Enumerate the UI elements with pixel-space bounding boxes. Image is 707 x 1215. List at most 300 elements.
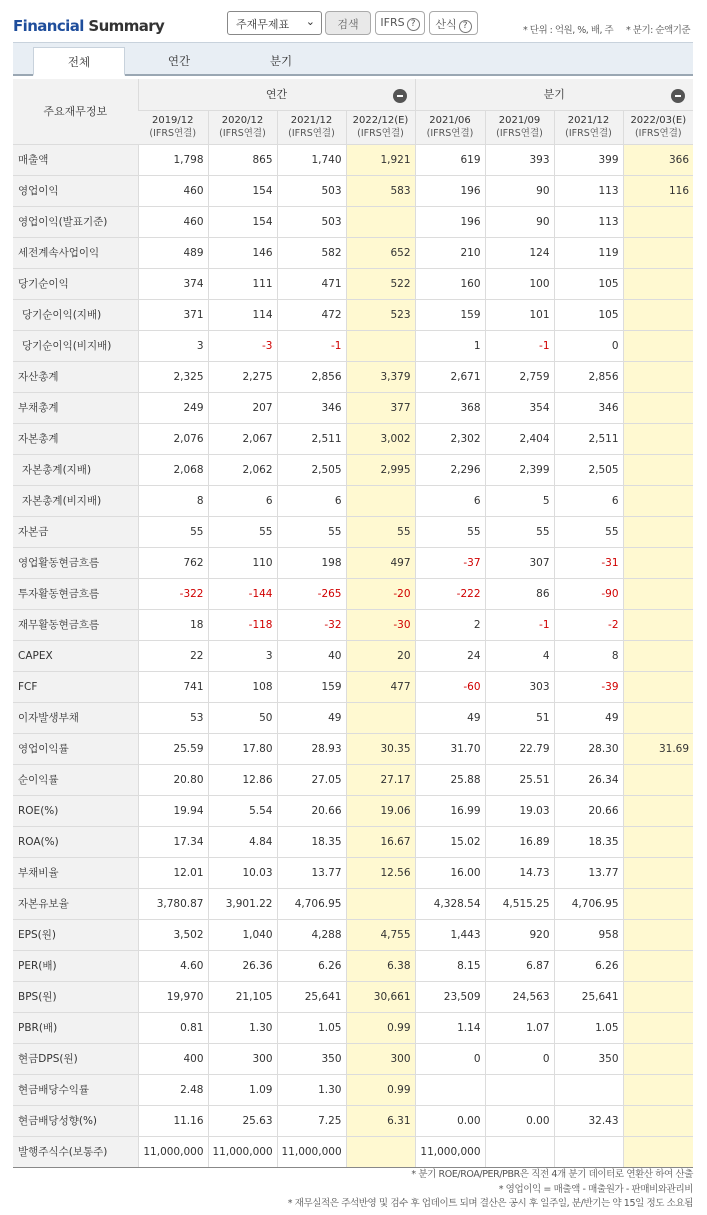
table-cell: 25.51	[485, 764, 554, 795]
table-cell	[554, 1136, 623, 1167]
table-cell: 198	[277, 547, 346, 578]
table-cell: 0	[554, 330, 623, 361]
table-cell: 196	[415, 206, 485, 237]
table-row	[13, 578, 693, 609]
table-cell: 4	[485, 640, 554, 671]
table-cell	[623, 1136, 693, 1167]
table-cell: 5.54	[208, 795, 277, 826]
table-cell: 101	[485, 299, 554, 330]
period-header: 2020/12 (IFRS연결)	[208, 110, 277, 144]
table-row	[13, 392, 693, 423]
table-cell: 2,067	[208, 423, 277, 454]
table-cell: 19.06	[346, 795, 415, 826]
table-cell: 619	[415, 144, 485, 175]
table-cell: 472	[277, 299, 346, 330]
page-title: Financial Summary	[13, 17, 165, 35]
table-cell: 1.07	[485, 1012, 554, 1043]
row-label[interactable]: 자본총계(비지배)	[13, 485, 138, 516]
table-cell	[623, 981, 693, 1012]
row-label[interactable]: 자본금	[13, 516, 138, 547]
table-cell	[623, 237, 693, 268]
table-cell	[346, 485, 415, 516]
table-row	[13, 609, 693, 640]
table-cell: 114	[208, 299, 277, 330]
table-row	[13, 175, 693, 206]
collapse-annual-icon[interactable]	[393, 89, 407, 103]
table-cell: 1,040	[208, 919, 277, 950]
table-cell: 460	[138, 175, 208, 206]
table-row	[13, 1012, 693, 1043]
row-label[interactable]: EPS(원)	[13, 919, 138, 950]
table-cell: 20	[346, 640, 415, 671]
table-cell: 4,706.95	[277, 888, 346, 919]
table-cell: 368	[415, 392, 485, 423]
group-quarter-header: 분기	[415, 79, 693, 110]
tab-all[interactable]: 전체	[33, 47, 125, 76]
table-cell: 0.99	[346, 1074, 415, 1105]
table-cell: 25,641	[277, 981, 346, 1012]
table-cell	[623, 888, 693, 919]
table-cell: 20.66	[554, 795, 623, 826]
table-cell: -30	[346, 609, 415, 640]
table-cell	[623, 795, 693, 826]
footnote: * 분기 ROE/ROA/PER/PBR은 직전 4개 분기 데이터로 연환산 하여 산출	[411, 1169, 693, 1180]
table-row	[13, 1136, 693, 1167]
table-cell: 49	[277, 702, 346, 733]
table-cell: 16.00	[415, 857, 485, 888]
table-cell: 86	[485, 578, 554, 609]
table-cell: 26.36	[208, 950, 277, 981]
table-cell	[346, 330, 415, 361]
tab-annual[interactable]: 연간	[167, 54, 191, 68]
table-cell: 55	[208, 516, 277, 547]
table-cell	[554, 1074, 623, 1105]
table-cell: 18	[138, 609, 208, 640]
table-cell: 3,002	[346, 423, 415, 454]
table-row	[13, 268, 693, 299]
table-cell: 49	[415, 702, 485, 733]
row-label[interactable]: 당기순이익(지배)	[13, 299, 138, 330]
table-cell: 865	[208, 144, 277, 175]
table-cell: 6.26	[554, 950, 623, 981]
table-cell: -20	[346, 578, 415, 609]
row-label[interactable]: 현금DPS(원)	[13, 1043, 138, 1074]
table-cell: 4,288	[277, 919, 346, 950]
row-label[interactable]: CAPEX	[13, 640, 138, 671]
table-cell: 6	[415, 485, 485, 516]
table-cell	[623, 764, 693, 795]
row-label[interactable]: 영업이익(발표기준)	[13, 206, 138, 237]
table-cell: 25,641	[554, 981, 623, 1012]
table-cell: 6	[277, 485, 346, 516]
table-cell: 6.38	[346, 950, 415, 981]
table-cell: 16.67	[346, 826, 415, 857]
table-row	[13, 516, 693, 547]
table-cell: 497	[346, 547, 415, 578]
row-label[interactable]: 매출액	[13, 144, 138, 175]
table-cell: 105	[554, 299, 623, 330]
table-cell: 18.35	[277, 826, 346, 857]
row-label[interactable]: FCF	[13, 671, 138, 702]
row-label[interactable]: 당기순이익	[13, 268, 138, 299]
table-cell: 11,000,000	[208, 1136, 277, 1167]
table-row	[13, 857, 693, 888]
table-cell: 116	[623, 175, 693, 206]
table-cell	[623, 485, 693, 516]
table-row	[13, 981, 693, 1012]
table-cell: 159	[415, 299, 485, 330]
unit-note: * 단위 : 억원, %, 배, 주	[523, 25, 614, 36]
table-cell: 0.81	[138, 1012, 208, 1043]
table-row	[13, 950, 693, 981]
table-cell: 159	[277, 671, 346, 702]
table-cell: 300	[346, 1043, 415, 1074]
table-cell: 0.00	[415, 1105, 485, 1136]
table-cell: -90	[554, 578, 623, 609]
table-cell: 1,798	[138, 144, 208, 175]
table-cell: 11,000,000	[277, 1136, 346, 1167]
tab-quarterly[interactable]: 분기	[269, 54, 293, 68]
table-cell: 2,511	[554, 423, 623, 454]
help-icon: ?	[459, 20, 472, 33]
table-cell: 4.60	[138, 950, 208, 981]
table-cell	[485, 1136, 554, 1167]
table-cell: 146	[208, 237, 277, 268]
period-header: 2021/12 (IFRS연결)	[277, 110, 346, 144]
table-cell: 1.05	[554, 1012, 623, 1043]
table-cell: -1	[485, 330, 554, 361]
table-row	[13, 733, 693, 764]
table-cell	[346, 702, 415, 733]
table-cell: 346	[277, 392, 346, 423]
table-cell: 53	[138, 702, 208, 733]
table-cell: 0	[415, 1043, 485, 1074]
table-cell: 27.17	[346, 764, 415, 795]
ifrs-help-button[interactable]: IFRS ?	[375, 11, 425, 35]
table-cell: 50	[208, 702, 277, 733]
table-cell: 113	[554, 206, 623, 237]
table-cell	[346, 1136, 415, 1167]
table-cell: 108	[208, 671, 277, 702]
table-cell: 5	[485, 485, 554, 516]
table-row	[13, 702, 693, 733]
table-cell: 105	[554, 268, 623, 299]
table-row	[13, 640, 693, 671]
table-cell: 920	[485, 919, 554, 950]
table-cell: 583	[346, 175, 415, 206]
table-cell: 30,661	[346, 981, 415, 1012]
table-row	[13, 144, 693, 175]
table-cell: 2,856	[554, 361, 623, 392]
table-cell: 400	[138, 1043, 208, 1074]
table-cell: 210	[415, 237, 485, 268]
table-cell: 303	[485, 671, 554, 702]
quarter-basis-note: * 분기: 순액기준	[626, 25, 691, 36]
table-cell: 1.14	[415, 1012, 485, 1043]
table-cell: 0.00	[485, 1105, 554, 1136]
table-cell: 3,379	[346, 361, 415, 392]
table-cell	[623, 609, 693, 640]
table-cell: 300	[208, 1043, 277, 1074]
table-cell: 249	[138, 392, 208, 423]
table-row	[13, 1043, 693, 1074]
table-cell: -1	[485, 609, 554, 640]
table-cell: 20.66	[277, 795, 346, 826]
table-cell	[623, 578, 693, 609]
table-cell: 377	[346, 392, 415, 423]
table-row	[13, 888, 693, 919]
table-cell: -32	[277, 609, 346, 640]
table-cell: -118	[208, 609, 277, 640]
table-cell	[623, 268, 693, 299]
table-cell: 350	[554, 1043, 623, 1074]
table-cell: 100	[485, 268, 554, 299]
table-cell: 40	[277, 640, 346, 671]
row-label[interactable]: ROE(%)	[13, 795, 138, 826]
table-cell	[623, 454, 693, 485]
table-cell: -39	[554, 671, 623, 702]
row-label[interactable]: 순이익률	[13, 764, 138, 795]
table-row	[13, 764, 693, 795]
table-row	[13, 237, 693, 268]
table-cell: 2,399	[485, 454, 554, 485]
table-cell: 23,509	[415, 981, 485, 1012]
table-cell: 55	[554, 516, 623, 547]
table-cell: 11.16	[138, 1105, 208, 1136]
table-cell: 90	[485, 175, 554, 206]
row-label[interactable]: 영업이익률	[13, 733, 138, 764]
table-cell: -1	[277, 330, 346, 361]
table-cell: 18.35	[554, 826, 623, 857]
table-cell: 7.25	[277, 1105, 346, 1136]
table-cell	[623, 1012, 693, 1043]
row-label[interactable]: 자본유보율	[13, 888, 138, 919]
table-cell: 19.94	[138, 795, 208, 826]
row-label[interactable]: 부채총계	[13, 392, 138, 423]
table-cell	[623, 392, 693, 423]
table-cell: 6	[208, 485, 277, 516]
table-cell: -37	[415, 547, 485, 578]
table-cell	[623, 671, 693, 702]
table-cell: 2,511	[277, 423, 346, 454]
table-cell: 22.79	[485, 733, 554, 764]
table-cell: 13.77	[554, 857, 623, 888]
table-cell: 346	[554, 392, 623, 423]
table-cell: 4,328.54	[415, 888, 485, 919]
table-cell: 12.01	[138, 857, 208, 888]
period-header: 2022/12(E) (IFRS연결)	[346, 110, 415, 144]
row-label[interactable]: 자본총계(지배)	[13, 454, 138, 485]
table-cell: 2,076	[138, 423, 208, 454]
row-label[interactable]: PER(배)	[13, 950, 138, 981]
table-cell: -322	[138, 578, 208, 609]
table-cell: 19.03	[485, 795, 554, 826]
table-cell: 11,000,000	[138, 1136, 208, 1167]
table-cell: 522	[346, 268, 415, 299]
table-cell: 25.88	[415, 764, 485, 795]
table-cell: 2,404	[485, 423, 554, 454]
table-cell: 55	[485, 516, 554, 547]
table-cell: 1.09	[208, 1074, 277, 1105]
table-cell: 110	[208, 547, 277, 578]
period-header: 2022/03(E) (IFRS연결)	[623, 110, 693, 144]
table-cell: 762	[138, 547, 208, 578]
row-label[interactable]: BPS(원)	[13, 981, 138, 1012]
table-cell: 13.77	[277, 857, 346, 888]
table-cell: 119	[554, 237, 623, 268]
table-cell: 20.80	[138, 764, 208, 795]
table-cell: -60	[415, 671, 485, 702]
table-cell	[623, 1074, 693, 1105]
table-cell: 399	[554, 144, 623, 175]
table-cell: 160	[415, 268, 485, 299]
table-cell: 6.26	[277, 950, 346, 981]
table-cell: 2,505	[277, 454, 346, 485]
period-header: 2021/12 (IFRS연결)	[554, 110, 623, 144]
corner-label: 주요재무정보	[13, 79, 138, 144]
row-label[interactable]: 자산총계	[13, 361, 138, 392]
search-button[interactable]: 검색	[325, 11, 371, 35]
table-cell: 154	[208, 175, 277, 206]
table-cell: 2,062	[208, 454, 277, 485]
table-cell	[623, 1043, 693, 1074]
table-cell: 6.87	[485, 950, 554, 981]
table-cell: 90	[485, 206, 554, 237]
table-row	[13, 206, 693, 237]
chevron-down-icon: ⌄	[305, 15, 315, 28]
table-cell	[623, 547, 693, 578]
table-row	[13, 795, 693, 826]
table-cell: 2,068	[138, 454, 208, 485]
table-cell	[346, 888, 415, 919]
help-icon: ?	[407, 18, 420, 31]
table-cell: 12.86	[208, 764, 277, 795]
table-cell: 21,105	[208, 981, 277, 1012]
group-annual-header: 연간	[138, 79, 415, 110]
table-cell	[415, 1074, 485, 1105]
table-cell: 393	[485, 144, 554, 175]
row-label[interactable]: 발행주식수(보통주)	[13, 1136, 138, 1167]
table-row	[13, 547, 693, 578]
table-cell: 471	[277, 268, 346, 299]
table-cell: 1.05	[277, 1012, 346, 1043]
row-label[interactable]: 투자활동현금흐름	[13, 578, 138, 609]
table-cell: 32.43	[554, 1105, 623, 1136]
table-cell: 196	[415, 175, 485, 206]
table-cell: 19,970	[138, 981, 208, 1012]
table-cell: 25.63	[208, 1105, 277, 1136]
table-cell: 2,759	[485, 361, 554, 392]
table-row	[13, 1105, 693, 1136]
table-cell	[485, 1074, 554, 1105]
table-cell: 0.99	[346, 1012, 415, 1043]
row-label[interactable]: 현금배당성향(%)	[13, 1105, 138, 1136]
row-label[interactable]: 당기순이익(비지배)	[13, 330, 138, 361]
table-cell: 15.02	[415, 826, 485, 857]
table-cell: 207	[208, 392, 277, 423]
row-label[interactable]: 자본총계	[13, 423, 138, 454]
table-cell: 6.31	[346, 1105, 415, 1136]
table-row	[13, 361, 693, 392]
table-cell: 8.15	[415, 950, 485, 981]
table-cell: -222	[415, 578, 485, 609]
table-cell: 582	[277, 237, 346, 268]
table-cell: 8	[554, 640, 623, 671]
table-cell: 4,515.25	[485, 888, 554, 919]
table-row	[13, 919, 693, 950]
table-cell: 1.30	[277, 1074, 346, 1105]
table-cell	[346, 206, 415, 237]
row-label[interactable]: 영업활동현금흐름	[13, 547, 138, 578]
table-cell: 16.89	[485, 826, 554, 857]
table-cell: 2,325	[138, 361, 208, 392]
table-cell: 22	[138, 640, 208, 671]
table-row	[13, 423, 693, 454]
table-row	[13, 485, 693, 516]
table-cell: -3	[208, 330, 277, 361]
row-label[interactable]: 세전계속사업이익	[13, 237, 138, 268]
table-cell: 113	[554, 175, 623, 206]
table-row	[13, 671, 693, 702]
table-cell: 503	[277, 206, 346, 237]
table-cell: 2,275	[208, 361, 277, 392]
table-cell: 14.73	[485, 857, 554, 888]
table-cell: 3,901.22	[208, 888, 277, 919]
table-cell: 489	[138, 237, 208, 268]
table-cell: 460	[138, 206, 208, 237]
table-cell: 2,995	[346, 454, 415, 485]
table-cell: 49	[554, 702, 623, 733]
table-cell: 2,671	[415, 361, 485, 392]
footnotes	[288, 1168, 693, 1212]
formula-help-button[interactable]: 산식 ?	[429, 11, 478, 35]
table-row	[13, 1074, 693, 1105]
row-label[interactable]: 이자발생부채	[13, 702, 138, 733]
statement-type-select[interactable]: 주재무제표 ⌄	[227, 11, 322, 35]
table-cell: 2,296	[415, 454, 485, 485]
table-cell: 371	[138, 299, 208, 330]
table-cell: 111	[208, 268, 277, 299]
table-cell	[623, 826, 693, 857]
table-cell: 55	[346, 516, 415, 547]
table-cell: 2	[415, 609, 485, 640]
table-row	[13, 454, 693, 485]
table-cell	[623, 423, 693, 454]
table-cell: 51	[485, 702, 554, 733]
row-label[interactable]: 영업이익	[13, 175, 138, 206]
table-cell	[623, 857, 693, 888]
table-cell	[623, 361, 693, 392]
row-label[interactable]: PBR(배)	[13, 1012, 138, 1043]
row-label[interactable]: 재무활동현금흐름	[13, 609, 138, 640]
table-cell: 354	[485, 392, 554, 423]
table-cell: 17.80	[208, 733, 277, 764]
row-label[interactable]: ROA(%)	[13, 826, 138, 857]
table-cell: 3,780.87	[138, 888, 208, 919]
table-cell: 31.69	[623, 733, 693, 764]
table-cell: 1,921	[346, 144, 415, 175]
table-cell: 6	[554, 485, 623, 516]
table-cell: 741	[138, 671, 208, 702]
table-cell	[623, 1105, 693, 1136]
table-cell: -31	[554, 547, 623, 578]
table-cell: 28.30	[554, 733, 623, 764]
collapse-quarter-icon[interactable]	[671, 89, 685, 103]
row-label[interactable]: 현금배당수익률	[13, 1074, 138, 1105]
table-cell: 523	[346, 299, 415, 330]
row-label[interactable]: 부채비율	[13, 857, 138, 888]
table-cell	[623, 206, 693, 237]
